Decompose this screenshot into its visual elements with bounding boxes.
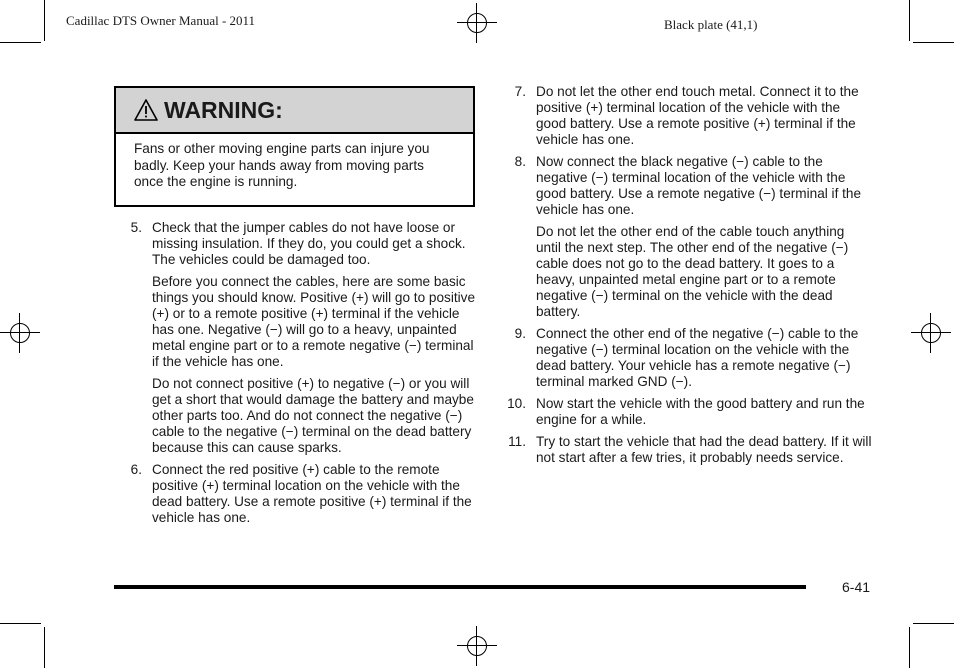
crop-mark (913, 623, 954, 624)
crop-mark (0, 623, 41, 624)
step-number: 7. (514, 84, 526, 99)
list-item (121, 220, 481, 456)
registration-mark-right (911, 313, 951, 353)
header-manual-title: Cadillac DTS Owner Manual - 2011 (66, 13, 256, 28)
step-paragraph: Try to start the vehicle that had the dead battery. If it will not start after a few tries, it probably needs service. (536, 434, 872, 465)
step-paragraph: Do not let the other end of the cable touch anything until the next step. The other end of the negative (−) cable does not go to the dead battery. It goes to a heavy, unpainted metal engine part or to a remote negative (−) terminal on the vehicle with the dead battery. (536, 224, 849, 319)
left-column (121, 220, 481, 532)
crop-mark (44, 0, 45, 41)
crop-mark (909, 627, 910, 668)
step-number: 5. (130, 220, 142, 235)
crop-mark (44, 627, 45, 668)
crop-mark (0, 42, 41, 43)
warning-title: WARNING: (164, 96, 283, 123)
step-paragraph: Before you connect the cables, here are some basic things you should know. Positive (+) will go to positive (+) or to a remote positive (+) terminal if the vehicle has one. Negative (−) will go to a heavy, unpainted metal engine part or to a remote negative (−) terminal if the vehicle has one. (152, 274, 476, 369)
crop-mark (913, 42, 954, 43)
warning-box (114, 86, 475, 207)
step-number: 6. (130, 462, 142, 477)
step-number: 8. (514, 154, 526, 169)
step-paragraph: Do not let the other end touch metal. Connect it to the positive (+) terminal location of the vehicle with the good battery. Use a remote positive (+) terminal if the vehicle has one. (536, 84, 859, 147)
list-item (505, 326, 873, 390)
footer-rule (114, 585, 806, 589)
step-paragraph: Check that the jumper cables do not have loose or missing insulation. If they do, you could get a shock. The vehicles could be damaged too. (152, 220, 466, 267)
registration-mark-top (457, 3, 497, 43)
registration-mark-left (0, 313, 40, 353)
registration-mark-bottom (457, 626, 497, 666)
list-item (121, 462, 481, 526)
right-column (505, 84, 873, 472)
warning-text: Fans or other moving engine parts can injure you badly. Keep your hands away from moving parts once the engine is running. (134, 141, 430, 189)
step-paragraph: Now start the vehicle with the good battery and run the engine for a while. (536, 396, 865, 427)
page-number: 6-41 (842, 579, 871, 595)
step-paragraph: Connect the other end of the negative (−) cable to the negative (−) terminal location on the vehicle with the dead battery. Your vehicle has a remote negative (−) terminal marked GND (−). (536, 326, 859, 389)
list-item (505, 84, 873, 148)
list-item (505, 154, 873, 320)
list-item (505, 434, 873, 466)
step-paragraph: Do not connect positive (+) to negative (−) or you will get a short that would damage the battery and maybe other parts too. And do not connect the negative (−) cable to the negative (−) terminal on the dead battery because this can cause sparks. (152, 376, 474, 455)
step-number: 10. (507, 396, 526, 411)
list-item (505, 396, 873, 428)
step-paragraph: Connect the red positive (+) cable to the remote positive (+) terminal location on the vehicle with the dead battery. Use a remote positive (+) terminal if the vehicle has one. (152, 462, 472, 525)
header-plate-label: Black plate (41,1) (664, 17, 758, 32)
step-number: 11. (508, 434, 526, 449)
warning-header (116, 88, 473, 134)
step-number: 9. (514, 326, 526, 341)
crop-mark (909, 0, 910, 41)
step-paragraph: Now connect the black negative (−) cable to the negative (−) terminal location of the vehicle with the good battery. Use a remote negative (−) terminal if the vehicle has one. (536, 154, 862, 217)
warning-triangle-icon (134, 99, 158, 121)
